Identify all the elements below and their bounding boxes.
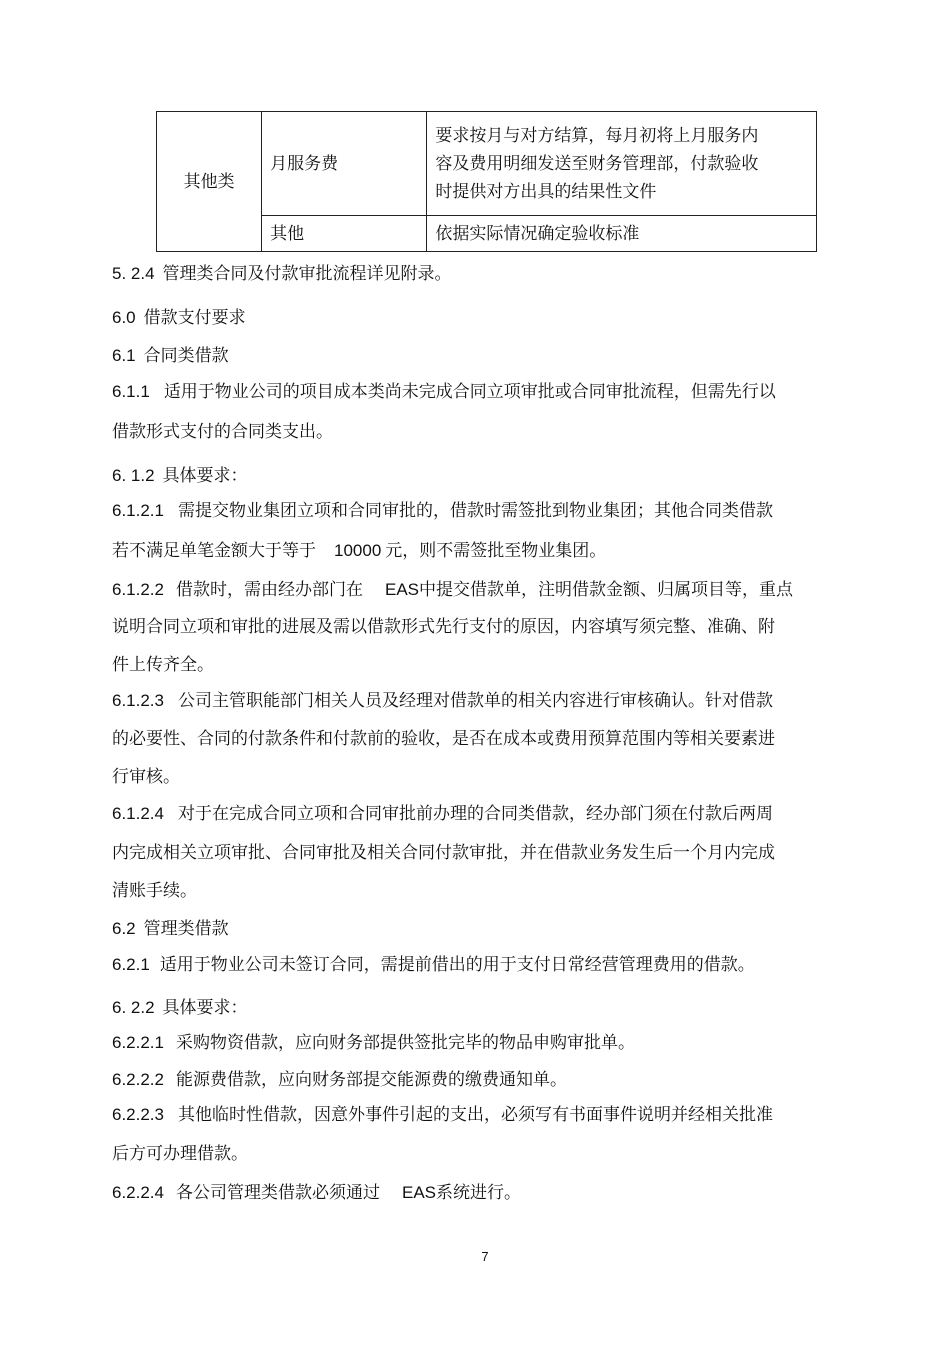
clause-text: 各公司管理类借款必须通过 (176, 1183, 380, 1203)
clause-6-2-1 (112, 950, 755, 975)
clause-number: 6.2.2.3 (112, 1105, 164, 1124)
clause-number: 6.1.2.1 (112, 501, 164, 520)
clause-text: 元，则不需签批至物业集团。 (385, 541, 607, 561)
acceptance-criteria-table (156, 111, 817, 252)
heading-text: 管理类借款 (143, 919, 229, 939)
clause-text: 适用于物业公司未签订合同，需提前借出的用于支付日常经营管理费用的借款。 (159, 955, 755, 975)
heading-text: 具体要求： (162, 466, 248, 486)
clause-number: 6.1.2.3 (112, 691, 164, 710)
clause-continuation (112, 536, 606, 561)
clause-6-2-2-4 (112, 1178, 521, 1203)
section-5-2-4 (112, 259, 452, 284)
clause-continuation: 借款形式支付的合同类支出。 (112, 422, 333, 442)
requirement-line: 要求按月与对方结算，每月初将上月服务内 (435, 125, 759, 146)
clause-6-1-2-3 (112, 686, 773, 711)
clause-text: 中提交借款单，注明借款金额、归属项目等，重点 (419, 580, 794, 600)
heading-text: 具体要求： (162, 998, 248, 1018)
clause-number: 6.1.2.4 (112, 804, 164, 823)
system-name: EAS (385, 580, 420, 599)
clause-text: 系统进行。 (436, 1183, 522, 1203)
clause-6-1-1 (112, 377, 776, 402)
heading-6-2-2 (112, 993, 248, 1018)
clause-text: 需提交物业集团立项和合同审批的，借款时需签批到物业集团；其他合同类借款 (178, 501, 773, 521)
clause-continuation: 后方可办理借款。 (112, 1144, 248, 1164)
clause-continuation: 清账手续。 (112, 881, 197, 901)
clause-text: 若不满足单笔金额大于等于 (112, 541, 316, 561)
clause-number: 5. 2.4 (112, 264, 155, 283)
requirement-line: 容及费用明细发送至财务管理部，付款验收 (435, 153, 759, 174)
clause-number: 6.1.1 (112, 382, 150, 401)
clause-6-2-2-3 (112, 1100, 773, 1125)
requirement-line: 依据实际情况确定验收标准 (435, 223, 640, 244)
heading-6-2 (112, 914, 229, 939)
clause-continuation: 内完成相关立项审批、合同审批及相关合同付款审批，并在借款业务发生后一个月内完成 (112, 843, 775, 863)
requirement-line: 时提供对方出具的结果性文件 (435, 181, 657, 202)
item-cell: 月服务费 (262, 112, 427, 216)
clause-text: 管理类合同及付款审批流程详见附录。 (162, 264, 452, 284)
clause-text: 其他临时性借款，因意外事件引起的支出，必须写有书面事件说明并经相关批准 (178, 1105, 773, 1125)
clause-number: 6.2.2.2 (112, 1070, 164, 1089)
clause-text: 公司主管职能部门相关人员及经理对借款单的相关内容进行审核确认。针对借款 (178, 691, 773, 711)
category-cell: 其他类 (157, 112, 262, 252)
clause-continuation: 件上传齐全。 (112, 655, 214, 675)
clause-6-1-2-1 (112, 496, 773, 521)
clause-6-2-2-2 (112, 1065, 567, 1090)
clause-continuation: 的必要性、合同的付款条件和付款前的验收，是否在成本或费用预算范围内等相关要素进 (112, 729, 775, 749)
requirement-cell (427, 112, 817, 216)
amount-value: 10000 (334, 541, 382, 560)
page-number: 7 (481, 1249, 489, 1264)
heading-text: 合同类借款 (143, 346, 229, 366)
clause-6-1-2-4 (112, 799, 773, 824)
clause-continuation: 说明合同立项和审批的进展及需以借款形式先行支付的原因，内容填写须完整、准确、附 (112, 617, 775, 637)
clause-6-2-2-1 (112, 1028, 635, 1053)
requirement-cell (427, 216, 817, 252)
clause-number: 6.2.2.4 (112, 1183, 164, 1202)
clause-number: 6.2.2.1 (112, 1033, 164, 1052)
clause-continuation: 行审核。 (112, 767, 180, 787)
clause-text: 对于在完成合同立项和合同审批前办理的合同类借款，经办部门须在付款后两周 (178, 804, 773, 824)
clause-number: 6. 1.2 (112, 466, 155, 485)
heading-6-1 (112, 341, 229, 366)
clause-text: 适用于物业公司的项目成本类尚未完成合同立项审批或合同审批流程，但需先行以 (163, 382, 776, 402)
item-cell: 其他 (262, 216, 427, 252)
clause-text: 能源费借款，应向财务部提交能源费的缴费通知单。 (176, 1070, 567, 1090)
clause-number: 6.2.1 (112, 955, 150, 974)
system-name: EAS (402, 1183, 437, 1202)
clause-6-1-2-2 (112, 575, 793, 600)
table-row (157, 112, 817, 216)
clause-number: 6.1 (112, 346, 136, 365)
clause-number: 6.0 (112, 308, 136, 327)
heading-6-0 (112, 303, 246, 328)
heading-6-1-2 (112, 461, 248, 486)
clause-number: 6.2 (112, 919, 136, 938)
clause-number: 6.1.2.2 (112, 580, 164, 599)
clause-text: 借款时，需由经办部门在 (176, 580, 363, 600)
clause-number: 6. 2.2 (112, 998, 155, 1017)
heading-text: 借款支付要求 (143, 308, 246, 328)
clause-text: 采购物资借款，应向财务部提供签批完毕的物品申购审批单。 (176, 1033, 635, 1053)
